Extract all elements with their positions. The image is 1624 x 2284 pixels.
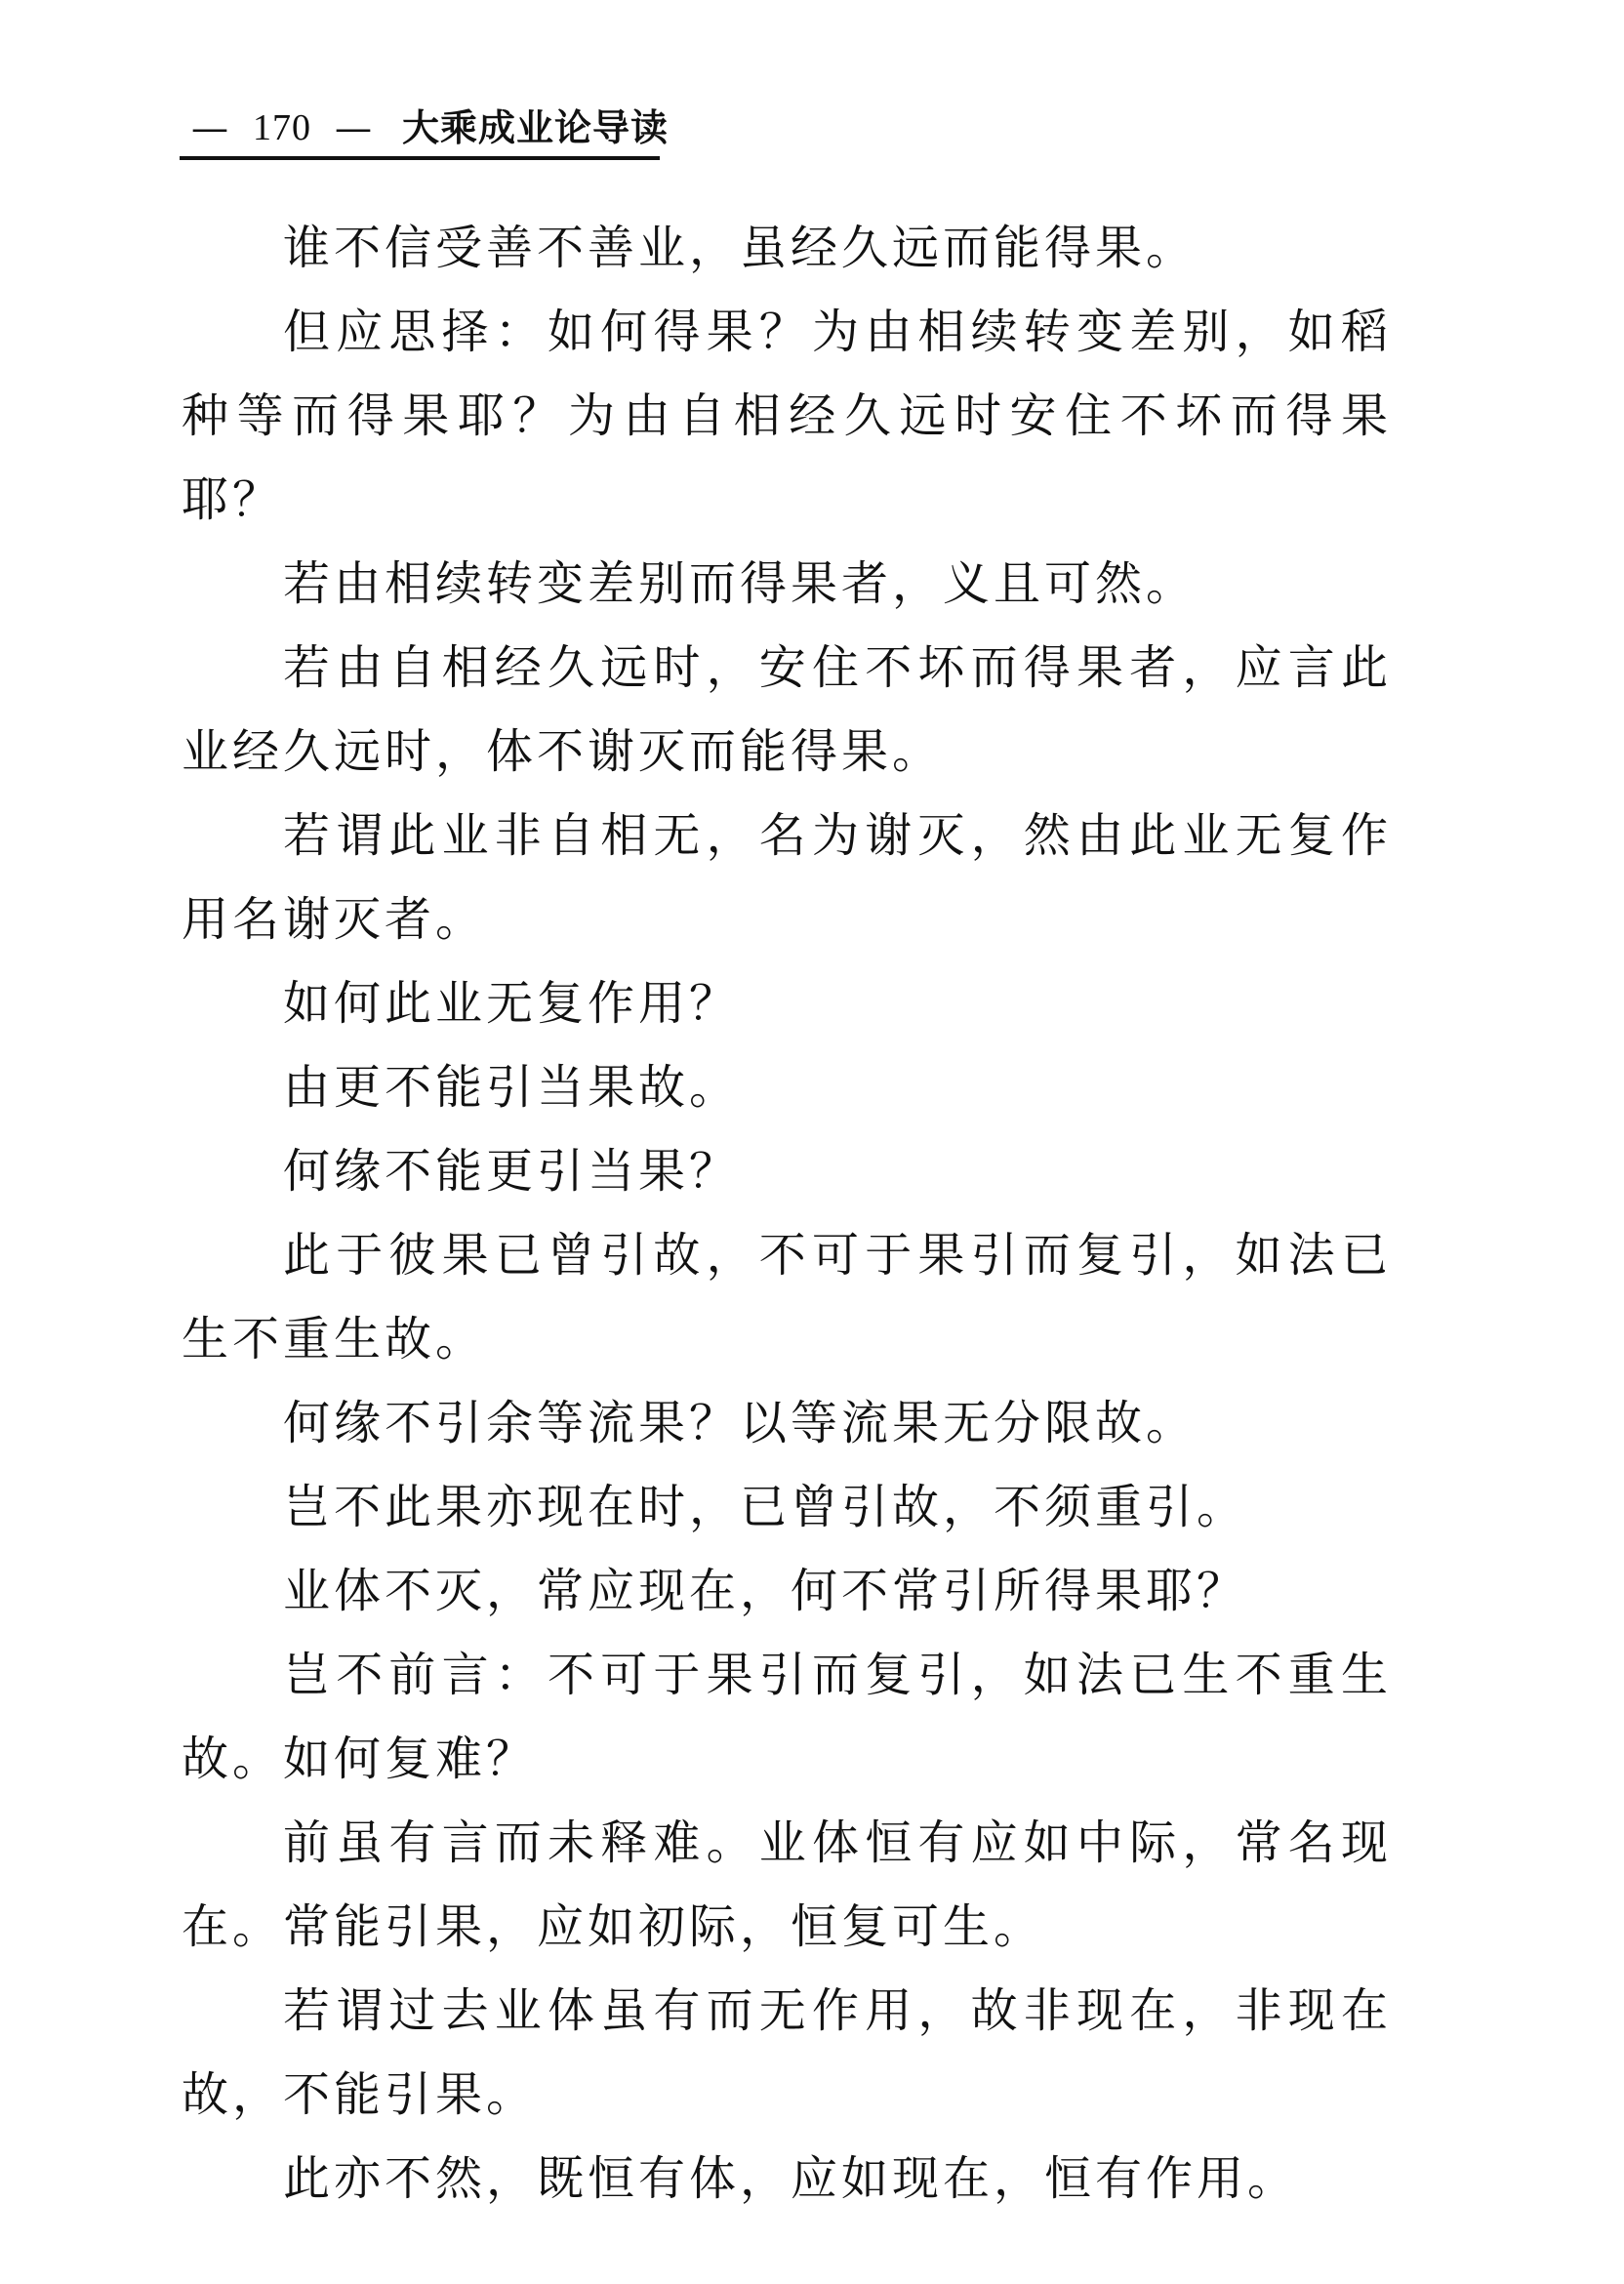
header-dash-right: —	[335, 106, 373, 149]
paragraph: 岂不此果亦现在时，已曾引故，不须重引。	[283, 1480, 1248, 1534]
paragraph: 若由相续转变差别而得果者，义且可然。	[283, 556, 1198, 611]
paragraph: 若谓此业非自相无，名为谢灭，然由此业无复作用名谢灭者。	[182, 808, 1392, 947]
paragraph: 如何此业无复作用？	[283, 976, 741, 1031]
paragraph: 此亦不然，既恒有体，应如现在，恒有作用。	[283, 2151, 1299, 2206]
paragraph: 前虽有言而未释难。业体恒有应如中际，常名现在。常能引果，应如初际，恒复可生。	[182, 1815, 1392, 1954]
paragraph: 何缘不引余等流果？以等流果无分限故。	[283, 1396, 1198, 1450]
paragraph: 谁不信受善不善业，虽经久远而能得果。	[283, 221, 1198, 275]
paragraph: 此于彼果已曾引故，不可于果引而复引，如法已生不重生故。	[182, 1228, 1392, 1366]
paragraph: 若谓过去业体虽有而无作用，故非现在，非现在故，不能引果。	[182, 1983, 1392, 2122]
paragraph: 业体不灭，常应现在，何不常引所得果耶？	[283, 1564, 1248, 1618]
body-text	[182, 206, 1392, 2221]
paragraph: 由更不能引当果故。	[283, 1060, 741, 1115]
book-title: 大乘成业论导读	[402, 105, 670, 149]
running-header	[180, 103, 669, 152]
page-number: 170	[253, 107, 311, 148]
header-dash-left: —	[191, 106, 229, 149]
paragraph: 若由自相经久远时，安住不坏而得果者，应言此业经久远时，体不谢灭而能得果。	[182, 640, 1392, 779]
paragraph: 何缘不能更引当果？	[283, 1144, 741, 1199]
header-rule	[180, 156, 660, 160]
paragraph: 岂不前言：不可于果引而复引，如法已生不重生故。如何复难？	[182, 1648, 1392, 1786]
paragraph: 但应思择：如何得果？为由相续转变差别，如稻种等而得果耶？为由自相经久远时安住不坏而得果耶？	[182, 305, 1392, 527]
